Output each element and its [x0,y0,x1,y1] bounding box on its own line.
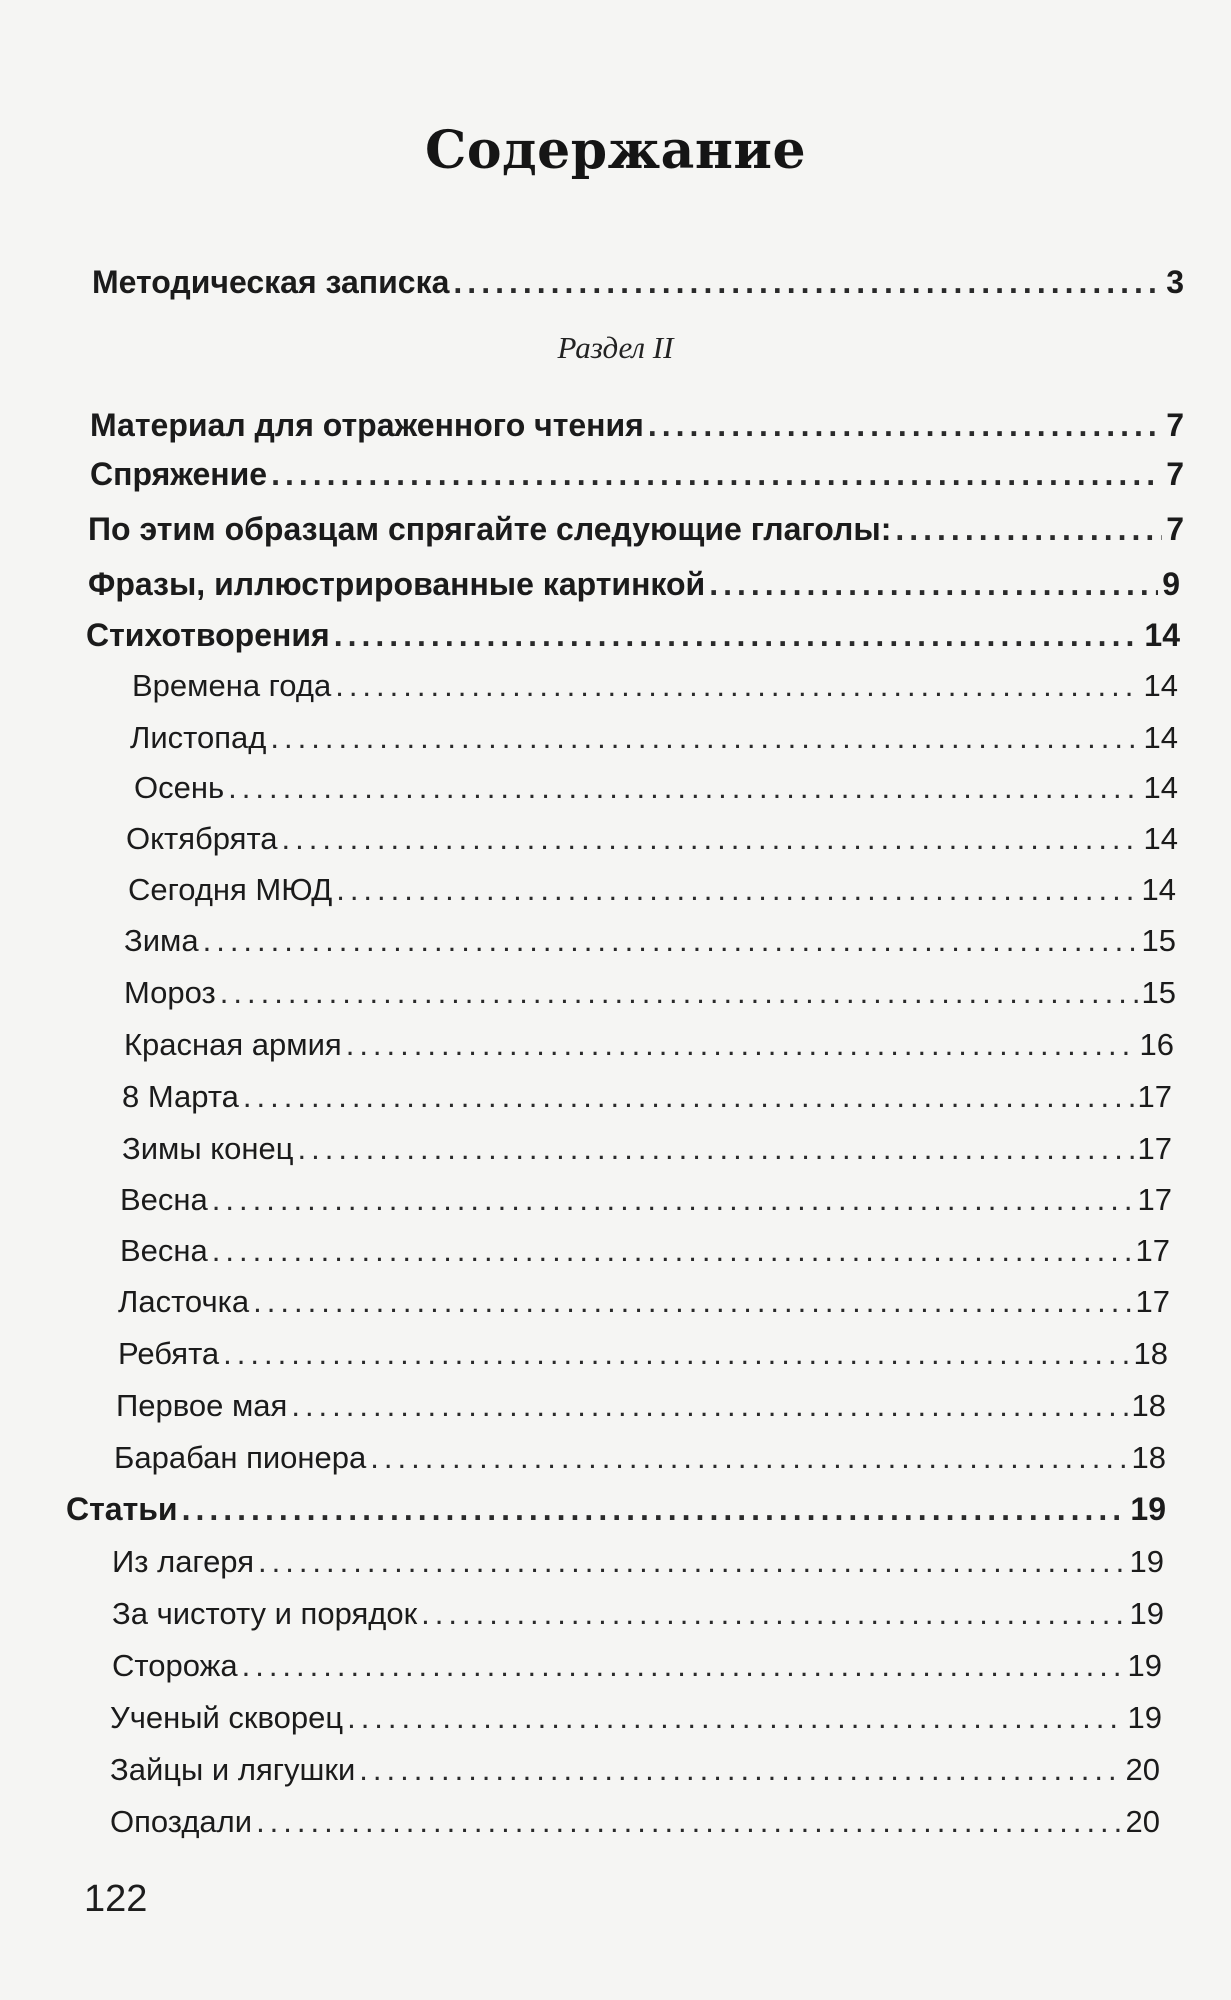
toc-entry [110,1739,1160,1785]
toc-entry [132,655,1178,701]
dot-leader [243,1081,1134,1112]
toc-entry [122,1066,1172,1112]
toc-entry-page: 7 [1166,456,1184,492]
toc-entry [88,499,1184,545]
toc-entry-label: Весна [120,1233,208,1268]
dot-leader [895,513,1162,545]
toc-entry [126,808,1178,854]
toc-entry-page: 20 [1125,1752,1160,1787]
toc-entry-label: Сегодня МЮД [128,872,333,907]
toc-entry [120,1169,1172,1215]
page-title: Содержание [424,120,807,181]
toc-entry-page: 17 [1135,1233,1170,1268]
dot-leader [223,1338,1129,1369]
toc-entry-label: Зимы конец [122,1131,294,1166]
dot-leader [212,1184,1134,1215]
dot-leader [270,722,1139,753]
dot-leader [421,1598,1125,1629]
toc-entry [130,707,1178,753]
toc-entry-page: 18 [1131,1440,1166,1475]
dot-leader [359,1754,1121,1785]
toc-entry-page: 14 [1141,872,1176,907]
toc-entry-page: 14 [1143,720,1178,755]
toc-entry [92,252,1184,298]
toc-entry-page: 16 [1139,1027,1174,1062]
toc-entry [124,910,1176,956]
dot-leader [334,619,1141,651]
toc-entry-label: Листопад [130,720,267,755]
toc-entry-label: Статьи [66,1491,178,1527]
toc-entry-page: 19 [1129,1596,1164,1631]
toc-entry [124,962,1176,1008]
toc-entry-label: Октябрята [126,821,278,856]
toc-entry-page: 3 [1166,264,1184,300]
toc-entry-label: Времена года [132,668,332,703]
toc-entry-page: 19 [1127,1648,1162,1683]
toc-entry-label: По этим образцам спрягайте следующие глаголы: [88,511,892,547]
toc-entry-label: Красная армия [124,1027,342,1062]
toc-entry-label: Мороз [124,975,216,1010]
dot-leader [228,772,1139,803]
toc-entry [110,1791,1160,1837]
toc-entry-page: 17 [1137,1182,1172,1217]
toc-entry-page: 9 [1162,566,1180,602]
toc-entry-label: Барабан пионера [114,1440,367,1475]
dot-leader [220,977,1138,1008]
toc-entry-label: Стихотворения [86,617,330,653]
dot-leader [253,1286,1131,1317]
toc-entry-label: Опоздали [110,1804,253,1839]
dot-leader [242,1650,1124,1681]
toc-entry-page: 14 [1143,770,1178,805]
dot-leader [282,823,1140,854]
toc-entry-page: 7 [1166,407,1184,443]
dot-leader [256,1806,1121,1837]
toc-entry-page: 14 [1143,821,1178,856]
toc-entry [134,757,1178,803]
dot-leader [271,458,1162,490]
toc-entry [110,1687,1162,1733]
toc-entry [116,1375,1166,1421]
dot-leader [370,1442,1127,1473]
toc-entry-page: 20 [1125,1804,1160,1839]
dot-leader [291,1390,1127,1421]
toc-entry [124,1014,1174,1060]
toc-entry [88,554,1180,600]
toc-entry-page: 19 [1130,1491,1166,1527]
toc-entry-page: 18 [1133,1336,1168,1371]
toc-entry-page: 18 [1131,1388,1166,1423]
toc-entry-page: 7 [1166,511,1184,547]
dot-leader [709,568,1158,600]
page-number: 122 [84,1878,148,1920]
dot-leader [453,266,1162,298]
toc-entry-label: За чистоту и порядок [112,1596,418,1631]
dot-leader [258,1546,1126,1577]
toc-entry [118,1323,1168,1369]
toc-entry [90,444,1184,490]
section-heading: Раздел II [557,330,674,365]
toc-entry-page: 15 [1141,923,1176,958]
toc-entry-label: Фразы, иллюстрированные картинкой [88,566,706,602]
toc-entry [112,1635,1162,1681]
toc-entry-page: 17 [1137,1079,1172,1114]
dot-leader [182,1493,1127,1525]
toc-entry-page: 15 [1141,975,1176,1010]
toc-entry [112,1583,1164,1629]
dot-leader [298,1133,1134,1164]
toc-entry-label: Первое мая [116,1388,288,1423]
toc-entry [120,1220,1170,1266]
toc-entry [90,395,1184,441]
toc-entry-page: 19 [1129,1544,1164,1579]
toc-entry-label: Спряжение [90,456,268,492]
toc-entry-label: Сторожа [112,1648,238,1683]
toc-entry-page: 17 [1137,1131,1172,1166]
toc-entry-page: 14 [1143,668,1178,703]
dot-leader [346,1029,1136,1060]
toc-entry-label: Ученый скворец [110,1700,344,1735]
toc-entry-label: Весна [120,1182,208,1217]
toc-entry-page: 14 [1144,617,1180,653]
toc-entry [122,1118,1172,1164]
toc-entry [86,605,1180,651]
toc-entry-label: Зайцы и лягушки [110,1752,356,1787]
toc-entry [112,1531,1164,1577]
toc-entry-label: Ребята [118,1336,220,1371]
toc-entry-label: Материал для отраженного чтения [90,407,644,443]
dot-leader [648,409,1162,441]
dot-leader [347,1702,1123,1733]
toc-entry-label: Из лагеря [112,1544,254,1579]
toc-entry-page: 19 [1127,1700,1162,1735]
dot-leader [203,925,1138,956]
toc-entry-label: Методическая записка [92,264,450,300]
dot-leader [336,874,1137,905]
toc-entry-label: Осень [134,770,225,805]
toc-entry-label: Ласточка [118,1284,250,1319]
toc-entry [114,1427,1166,1473]
toc-entry [118,1271,1170,1317]
toc-entry [128,859,1176,905]
dot-leader [212,1235,1132,1266]
dot-leader [335,670,1139,701]
toc-entry [66,1479,1166,1525]
toc-entry-label: 8 Марта [122,1079,239,1114]
toc-entry-page: 17 [1135,1284,1170,1319]
toc-entry-label: Зима [124,923,199,958]
